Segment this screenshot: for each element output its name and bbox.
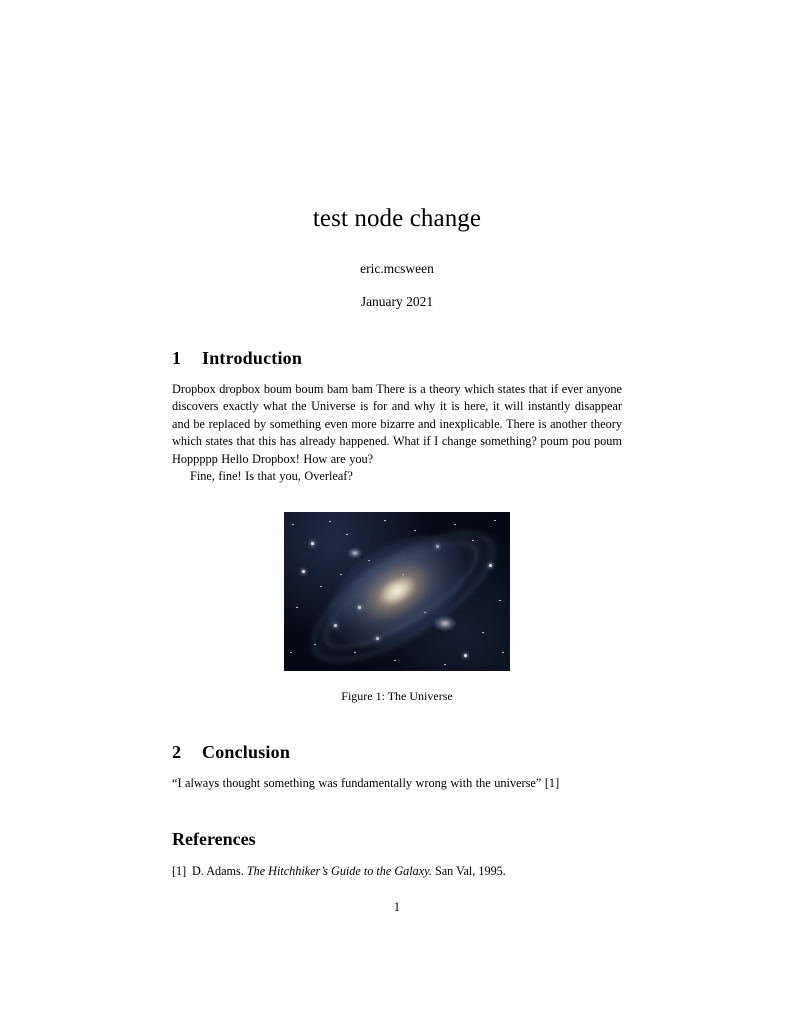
document-author: eric.mcsween xyxy=(360,260,434,276)
section-title: Conclusion xyxy=(202,741,291,762)
satellite-galaxy-lower xyxy=(434,616,456,631)
reference-publisher: San Val, 1995. xyxy=(434,863,506,878)
reference-item xyxy=(172,864,622,879)
section-heading-conclusion xyxy=(172,704,622,763)
document-date: January 2021 xyxy=(360,293,434,309)
reference-text xyxy=(192,864,506,879)
galaxy-image xyxy=(284,512,510,671)
satellite-galaxy-upper xyxy=(348,548,362,558)
reference-label: [1] xyxy=(172,863,187,878)
section-heading-introduction xyxy=(172,310,622,369)
paragraph-intro-2: Fine, fine! Is that you, Overleaf? xyxy=(190,469,353,484)
paragraph-intro-1: Dropbox dropbox boum boum bam bam There is a theory which states that if ever anyone discovers exactly what the Universe is for and why it is here, it will instantly disappear and be replaced by something even more bizarre and inexplicable. There is another theory which states that this has already happened. What if I change something? poum pou poum Hoppppp Hello Dropbox! How are you? xyxy=(172,381,622,466)
section-title: Introduction xyxy=(202,347,303,368)
section-number: 1 xyxy=(172,347,182,368)
page-title: test node change xyxy=(312,205,482,232)
reference-title: The Hitchhiker’s Guide to the Galaxy. xyxy=(246,863,432,878)
figure-caption: Figure 1: The Universe xyxy=(341,688,453,703)
document-content xyxy=(172,0,622,879)
reference-author: D. Adams. xyxy=(192,863,244,878)
figure-block xyxy=(172,512,622,704)
references-heading: References xyxy=(172,828,256,849)
page-number: 1 xyxy=(393,900,401,914)
section-number: 2 xyxy=(172,741,182,762)
paragraph-conclusion-1: “I always thought something was fundamentally wrong with the universe” [1] xyxy=(172,775,560,790)
